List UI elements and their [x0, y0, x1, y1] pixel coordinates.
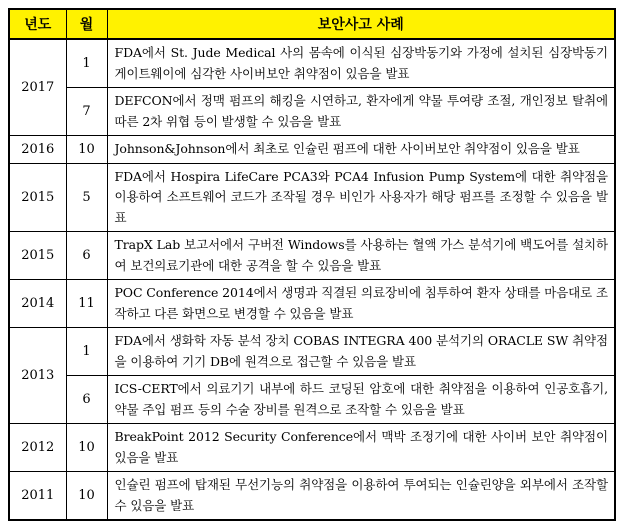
table-body: [9, 9, 615, 520]
year-cell: 2017: [9, 39, 66, 136]
year-cell: 2015: [9, 232, 66, 280]
month-cell: 7: [66, 88, 107, 136]
table-row: [9, 376, 615, 424]
month-cell: 6: [66, 376, 107, 424]
year-cell: 2016: [9, 136, 66, 164]
case-description-cell: FDA에서 St. Jude Medical 사의 몸속에 이식된 심장박동기와 가정에 설치된 심장박동기 게이트웨이에 심각한 사이버보안 취약점이 있음을 발표: [107, 39, 615, 88]
month-cell: 6: [66, 232, 107, 280]
month-cell: 1: [66, 328, 107, 376]
security-incidents-table: [8, 8, 616, 521]
header-row: [9, 9, 615, 39]
table-row: [9, 232, 615, 280]
table-row: [9, 280, 615, 328]
case-description-cell: 인슐린 펌프에 탑재된 무선기능의 취약점을 이용하여 투여되는 인슐린양을 외부에서 조작할 수 있음을 발표: [107, 472, 615, 521]
year-cell: 2012: [9, 424, 66, 472]
case-description-cell: FDA에서 생화학 자동 분석 장치 COBAS INTEGRA 400 분석기의 ORACLE SW 취약점을 이용하여 기기 DB에 원격으로 접근할 수 있음을 발표: [107, 328, 615, 376]
year-cell: 2013: [9, 328, 66, 424]
month-cell: 10: [66, 136, 107, 164]
table-row: [9, 88, 615, 136]
table-row: [9, 424, 615, 472]
table-row: [9, 328, 615, 376]
case-description-cell: TrapX Lab 보고서에서 구버전 Windows를 사용하는 혈액 가스 분석기에 백도어를 설치하여 보건의료기관에 대한 공격을 할 수 있음을 발표: [107, 232, 615, 280]
header-month: 월: [66, 9, 107, 39]
year-cell: 2015: [9, 163, 66, 232]
case-description-cell: ICS-CERT에서 의료기기 내부에 하드 코딩된 암호에 대한 취약점을 이용하여 인공호흡기, 약물 주입 펌프 등의 수술 장비를 원격으로 조작할 수 있음을 발표: [107, 376, 615, 424]
case-description-cell: FDA에서 Hospira LifeCare PCA3와 PCA4 Infusion Pump System에 대한 취약점을 이용하여 소프트웨어 코드가 조작될 경우 비인가 사용자가 해당 펌프를 조정할 수 있음을 발표: [107, 163, 615, 232]
month-cell: 5: [66, 163, 107, 232]
header-case: 보안사고 사례: [107, 9, 615, 39]
table-row: [9, 472, 615, 521]
month-cell: 10: [66, 472, 107, 521]
table-row: [9, 163, 615, 232]
month-cell: 10: [66, 424, 107, 472]
header-year: 년도: [9, 9, 66, 39]
year-cell: 2011: [9, 472, 66, 521]
month-cell: 11: [66, 280, 107, 328]
year-cell: 2014: [9, 280, 66, 328]
case-description-cell: DEFCON에서 정맥 펌프의 해킹을 시연하고, 환자에게 약물 투여량 조절, 개인정보 탈취에 따른 2차 위협 등이 발생할 수 있음을 발표: [107, 88, 615, 136]
case-description-cell: Johnson&Johnson에서 최초로 인슐린 펌프에 대한 사이버보안 취약점이 있음을 발표: [107, 136, 615, 164]
case-description-cell: POC Conference 2014에서 생명과 직결된 의료장비에 침투하여 환자 상태를 마음대로 조작하고 다른 화면으로 변경할 수 있음을 발표: [107, 280, 615, 328]
table-row: [9, 39, 615, 88]
case-description-cell: BreakPoint 2012 Security Conference에서 맥박 조정기에 대한 사이버 보안 취약점이 있음을 발표: [107, 424, 615, 472]
table-row: [9, 136, 615, 164]
month-cell: 1: [66, 39, 107, 88]
